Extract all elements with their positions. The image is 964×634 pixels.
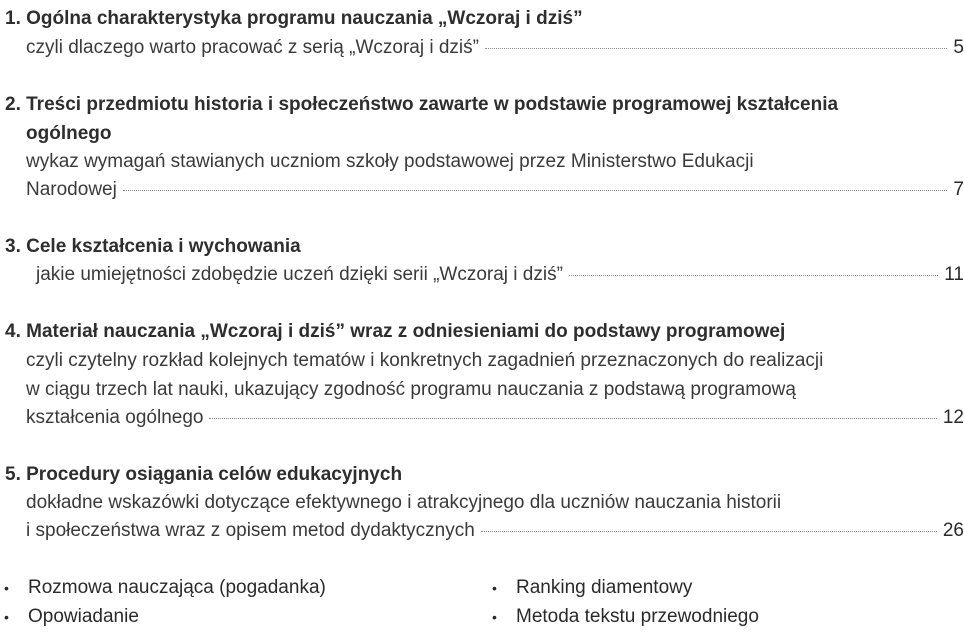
section-4-entry[interactable] bbox=[26, 406, 964, 430]
list-item bbox=[492, 605, 759, 634]
method-label: Opowiadanie bbox=[28, 606, 139, 627]
section-4-description-end: kształcenia ogólnego bbox=[26, 407, 204, 428]
section-4-page-number: 12 bbox=[942, 407, 964, 428]
dot-leader bbox=[123, 189, 948, 191]
section-5-description-end: i społeczeństwa wraz z opisem metod dydaktycznych bbox=[26, 520, 475, 541]
list-item bbox=[492, 576, 759, 605]
section-4-heading: 4. Materiał nauczania „Wczoraj i dziś” wraz z odniesieniami do podstawy programowej bbox=[5, 321, 786, 342]
section-1-entry[interactable] bbox=[26, 36, 964, 60]
list-item bbox=[4, 605, 326, 634]
methods-list-left bbox=[4, 576, 326, 634]
section-4-description-line-2: w ciągu trzech lat nauki, ukazujący zgodność programu nauczania z podstawą programową bbox=[26, 379, 796, 400]
method-label: Metoda tekstu przewodniego bbox=[516, 606, 759, 627]
dot-leader bbox=[569, 274, 938, 276]
dot-leader bbox=[481, 530, 937, 532]
bullet-icon: • bbox=[4, 609, 9, 625]
section-2-page-number: 7 bbox=[953, 179, 964, 200]
section-2-description-end: Narodowej bbox=[26, 179, 117, 200]
bullet-icon: • bbox=[4, 580, 9, 596]
section-5-heading: 5. Procedury osiągania celów edukacyjnych bbox=[5, 464, 403, 485]
section-1-page-number: 5 bbox=[953, 37, 964, 58]
method-label: Rozmowa nauczająca (pogadanka) bbox=[28, 577, 326, 598]
section-3-entry[interactable] bbox=[36, 263, 964, 287]
bullet-icon: • bbox=[492, 609, 497, 625]
section-2-heading: 2. Treści przedmiotu historia i społeczeństwo zawarte w podstawie programowej kształcenia bbox=[5, 94, 839, 115]
section-5-page-number: 26 bbox=[942, 520, 964, 541]
section-5-description-line-1: dokładne wskazówki dotyczące efektywnego i atrakcyjnego dla uczniów nauczania historii bbox=[26, 492, 782, 513]
section-3-description: jakie umiejętności zdobędzie uczeń dzięki serii „Wczoraj i dziś” bbox=[36, 264, 563, 285]
list-item bbox=[4, 576, 326, 605]
bullet-icon: • bbox=[492, 580, 497, 596]
section-3-page-number: 11 bbox=[944, 264, 964, 285]
method-label: Ranking diamentowy bbox=[516, 577, 693, 598]
section-2-description: wykaz wymagań stawianych uczniom szkoły podstawowej przez Ministerstwo Edukacji bbox=[26, 151, 754, 172]
section-5-entry[interactable] bbox=[26, 519, 964, 543]
methods-list-right bbox=[492, 576, 759, 634]
section-2-entry[interactable] bbox=[26, 178, 964, 202]
section-3-heading: 3. Cele kształcenia i wychowania bbox=[5, 236, 301, 257]
section-1-heading: 1. Ogólna charakterystyka programu nauczania „Wczoraj i dziś” bbox=[5, 8, 583, 29]
section-2-heading-continued: ogólnego bbox=[26, 123, 112, 144]
dot-leader bbox=[485, 47, 947, 49]
section-4-description-line-1: czyli czytelny rozkład kolejnych tematów i konkretnych zagadnień przeznaczonych do realizacji bbox=[26, 350, 824, 371]
dot-leader bbox=[209, 417, 936, 419]
section-1-description: czyli dlaczego warto pracować z serią „Wczoraj i dziś” bbox=[26, 37, 479, 58]
